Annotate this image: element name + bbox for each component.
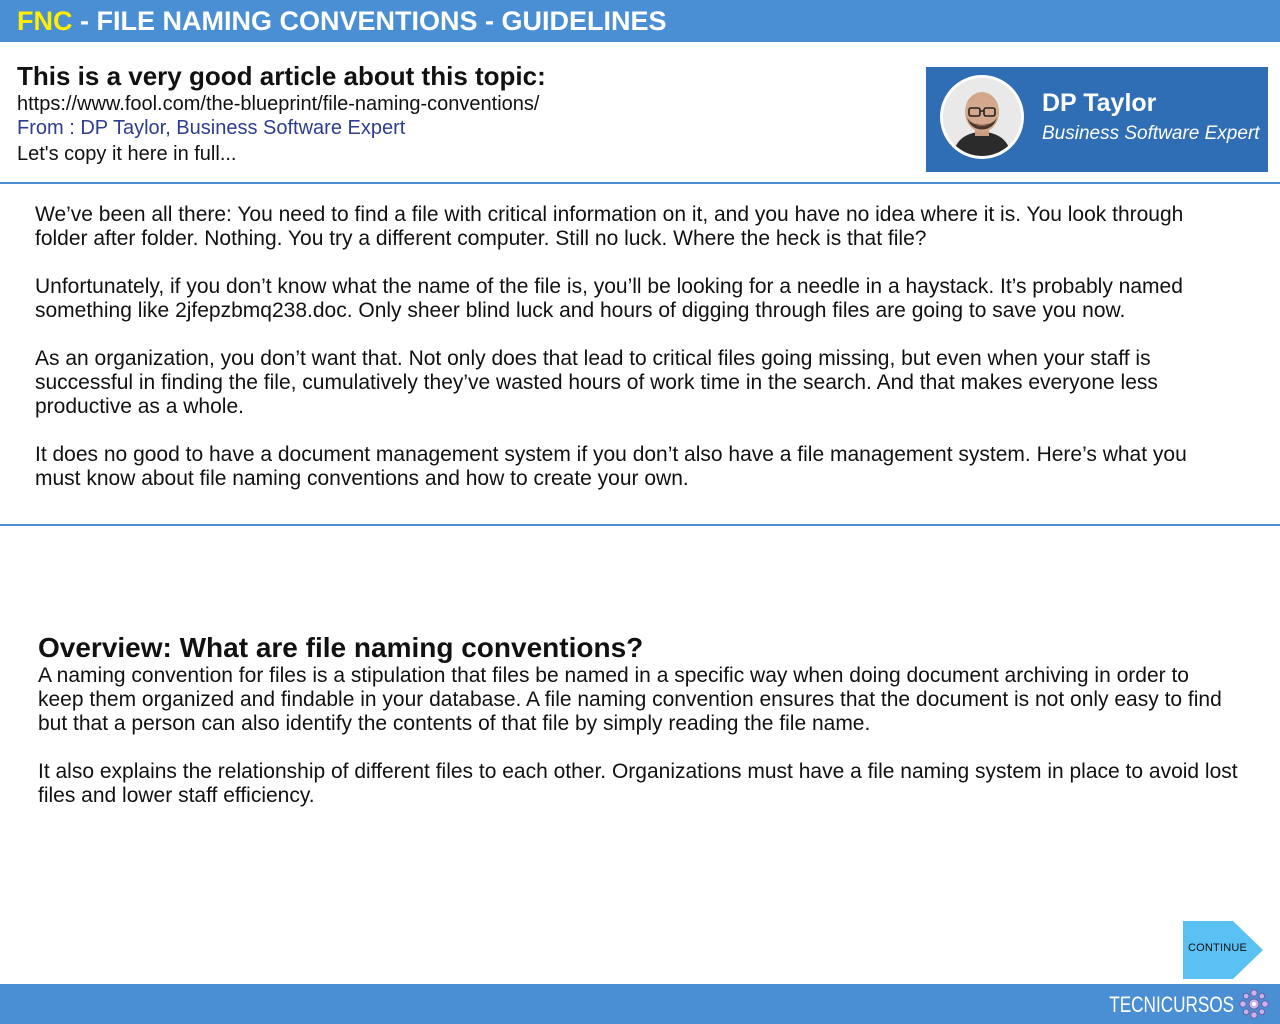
author-card [926,67,1268,172]
continue-button[interactable] [1183,921,1263,979]
article-paragraph: Unfortunately, if you don’t know what the name of the file is, you’ll be looking for a needle in a haystack. It’s probably named something like 2jfepzbmq238.doc. Only sheer blind luck and hours of digging through files are going to save you now. [35,275,1183,322]
overview-paragraph: A naming convention for files is a stipulation that files be named in a specific way when doing document archiving in order to keep them organized and findable in your database. A file naming convention ensures that the document is not only easy to find but that a person can also identify the contents of that file by simply reading the file name. [38,664,1222,735]
copy-note: Let's copy it here in full... [17,143,237,165]
article-url: https://www.fool.com/the-blueprint/file-naming-conventions/ [17,93,540,115]
person-photo-icon [940,75,1024,159]
article-paragraph: We’ve been all there: You need to find a file with critical information on it, and you have no idea where it is. You look through folder after folder. Nothing. You try a different computer. Still no luck. Where the heck is that file? [35,203,1184,250]
author-name: DP Taylor [1042,89,1157,117]
intro-section [17,60,897,168]
page-title [17,6,667,37]
title-text: - FILE NAMING CONVENTIONS - GUIDELINES [72,5,667,36]
gear-cluster-icon [1238,988,1270,1020]
article-paragraph: As an organization, you don’t want that. Not only does that lead to critical files going missing, but even when your staff is successful in finding the file, cumulatively they’ve wasted hours of work time in the search. And that makes everyone less productive as a whole. [35,347,1158,418]
brand-name: TECNICURSOS [1109,992,1234,1017]
intro-heading: This is a very good article about this topic: [17,61,546,91]
article-intro [35,203,1235,515]
title-bar [0,0,1280,42]
article-source: From : DP Taylor, Business Software Expert [17,117,406,139]
footer-bar [0,984,1280,1024]
author-role: Business Software Expert [1042,123,1260,144]
overview-section [38,632,1238,832]
overview-paragraph: It also explains the relationship of different files to each other. Organizations must have a file naming system in place to avoid lost files and lower staff efficiency. [38,760,1238,807]
divider-bottom [0,524,1280,526]
overview-title: Overview: What are file naming conventions? [38,632,644,663]
title-acronym: FNC [17,5,73,36]
divider-top [0,182,1280,184]
article-paragraph: It does no good to have a document management system if you don’t also have a file management system. Here’s what you must know about file naming conventions and how to create your own. [35,443,1187,490]
continue-label: CONTINUE [1188,942,1248,954]
